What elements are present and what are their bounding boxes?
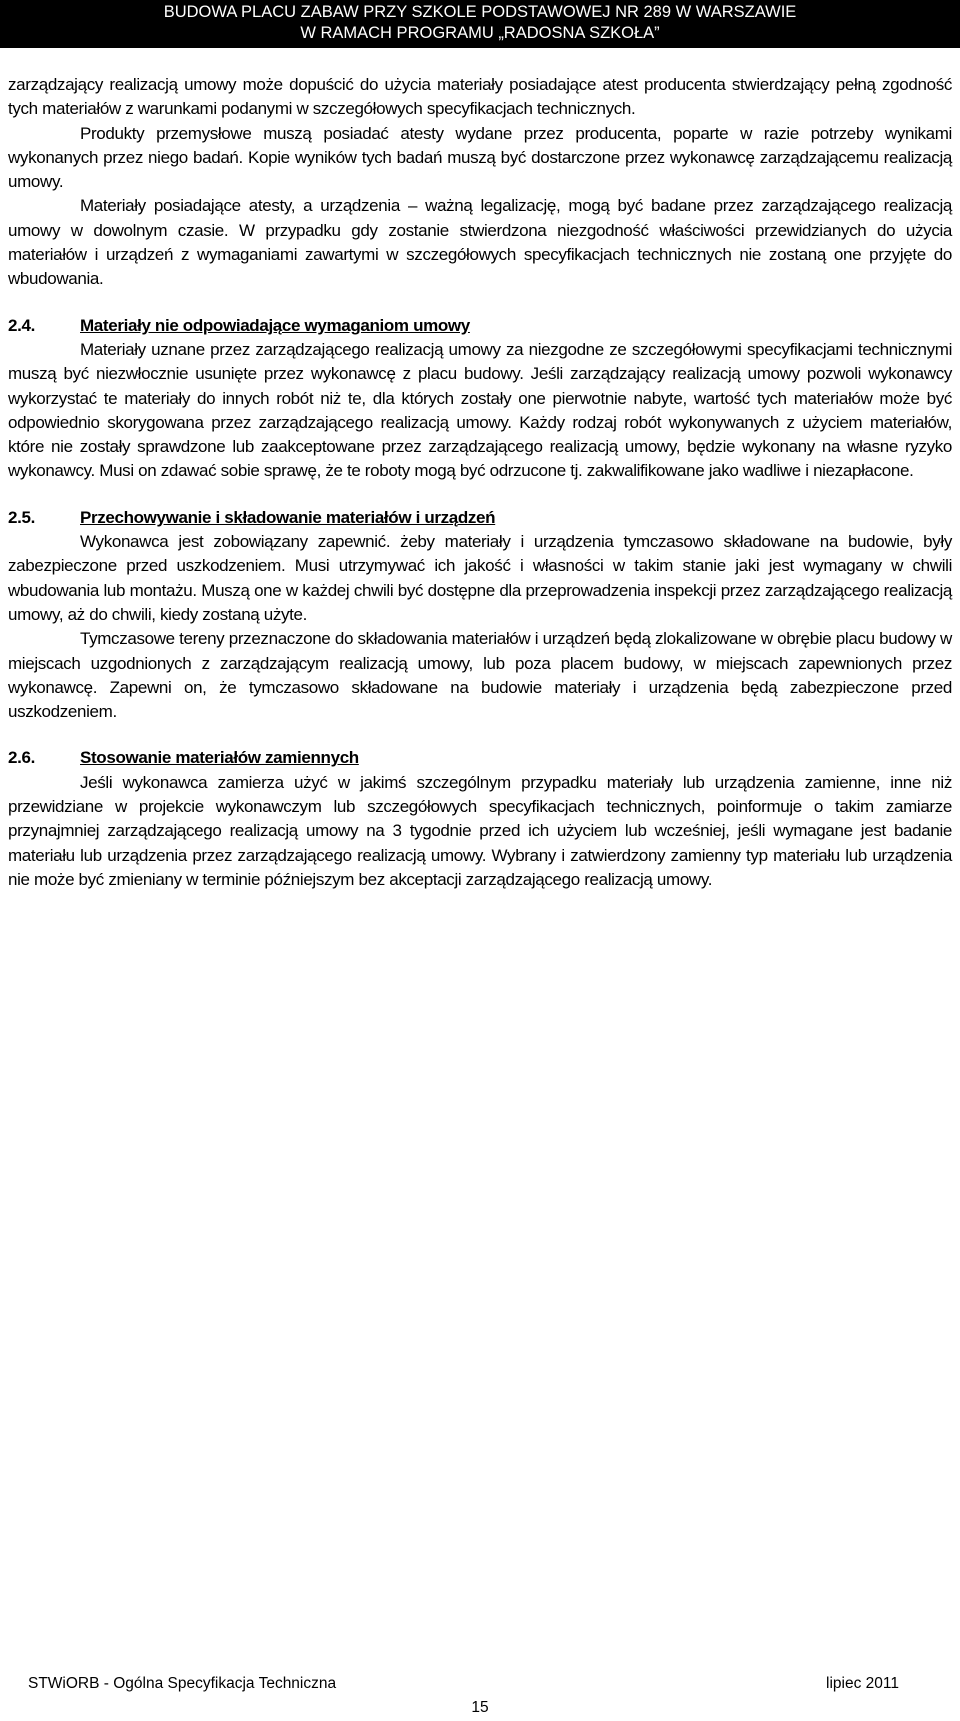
document-body bbox=[8, 73, 952, 892]
footer-date: lipiec 2011 bbox=[826, 1675, 899, 1692]
section-2-5-paragraph-2: Tymczasowe tereny przeznaczone do składowania materiałów i urządzeń będą zlokalizowane w obrębie placu budowy w miejscach uzgodnionych z zarządzającym realizacją umowy, lub poza placem budowy, w miejscach zapewnionych przez wykonawcę. Zapewni on, że tymczasowo składowane na budowie materiały i urządzenia będą zabezpieczone przed uszkodzeniem. bbox=[8, 629, 952, 722]
section-number: 2.4. bbox=[8, 315, 35, 335]
section-heading-2-5 bbox=[8, 506, 952, 530]
intro-paragraph-1: zarządzający realizacją umowy może dopuścić do użycia materiały posiadające atest producenta stwierdzający pełną zgodność tych materiałów z warunkami podanymi w szczegółowych specyfikacjach technicznych. bbox=[8, 75, 952, 119]
section-heading-2-4 bbox=[8, 314, 952, 338]
header-title-line-1: BUDOWA PLACU ZABAW PRZY SZKOLE PODSTAWOWEJ NR 289 W WARSZAWIE bbox=[163, 3, 797, 21]
section-number: 2.6. bbox=[8, 748, 35, 768]
intro-paragraph-3: Materiały posiadające atesty, a urządzenia – ważną legalizację, mogą być badane przez zarządzającego realizacją umowy w dowolnym czasie. W przypadku gdy zostanie stwierdzona niezgodność właściwości przewidzianych do użycia materiałów i urządzeń z wymaganiami zawartymi w szczegółowych specyfikacjach technicznych nie zostaną one przyjęte do wbudowania. bbox=[8, 196, 952, 289]
intro-paragraph-2: Produkty przemysłowe muszą posiadać atesty wydane przez producenta, poparte w razie potrzeby wynikami wykonanych przez niego badań. Kopie wyników tych badań muszą być dostarczone przez wykonawcę zarządzającemu realizacją umowy. bbox=[8, 123, 952, 192]
section-2-4-paragraph-1: Materiały uznane przez zarządzającego realizacją umowy za niezgodne ze szczegółowymi specyfikacjami technicznymi muszą być niezwłocznie usunięte przez wykonawcę z placu budowy. Jeśli zarządzający realizacją umowy pozwoli wykonawcy wykorzystać te materiały do innych robót niż te, dla których zostały one pierwotnie nabyte, wartość tych materiałów może być odpowiednio skorygowana przez zarządzającego realizacją umowy. Każdy rodzaj robót wykonywanych z użyciem materiałów, które nie zostały sprawdzone lub zaakceptowane przez zarządzającego realizacją umowy, będzie wykonany na własne ryzyko wykonawcy. Musi on zdawać sobie sprawę, że te roboty mogą być odrzucone tj. zakwalifikowane jako wadliwe i niezapłacone. bbox=[8, 339, 952, 481]
section-title: Stosowanie materiałów zamiennych bbox=[80, 748, 359, 768]
section-number: 2.5. bbox=[8, 507, 35, 527]
section-title: Przechowywanie i składowanie materiałów i urządzeń bbox=[80, 507, 496, 527]
page-number: 15 bbox=[471, 1699, 489, 1716]
section-2-6-paragraph-1: Jeśli wykonawca zamierza użyć w jakimś szczególnym przypadku materiały lub urządzenia zamienne, inne niż przewidziane w projekcie wykonawczym lub szczegółowych specyfikacjach technicznych, poinformuje o takim zamiarze przynajmniej zarządzającego realizacją umowy na 3 tygodnie przed ich użyciem lub wcześniej, jeśli wymagane jest badanie materiału lub urządzenia przez zarządzającego realizacją umowy. Wybrany i zatwierdzony zamienny typ materiału lub urządzenia nie może być zmieniany w terminie późniejszym bez akceptacji zarządzającego realizacją umowy. bbox=[8, 772, 952, 889]
footer-document-title: STWiORB - Ogólna Specyfikacja Techniczna bbox=[28, 1675, 337, 1692]
section-heading-2-6 bbox=[8, 746, 952, 770]
section-title: Materiały nie odpowiadające wymaganiom umowy bbox=[80, 315, 470, 335]
header-title-line-2: W RAMACH PROGRAMU „RADOSNA SZKOŁA” bbox=[300, 24, 660, 42]
section-2-5-paragraph-1: Wykonawca jest zobowiązany zapewnić. żeby materiały i urządzenia tymczasowo składowane na budowie, były zabezpieczone przed uszkodzeniem. Musi utrzymywać ich jakość i własności w takim stanie jaki jest wymagany w chwili wbudowania lub montażu. Muszą one w każdej chwili być dostępne dla przeprowadzenia inspekcji przez zarządzającego realizacją umowy, aż do chwili, kiedy zostaną użyte. bbox=[8, 532, 952, 624]
page-header bbox=[0, 0, 960, 48]
